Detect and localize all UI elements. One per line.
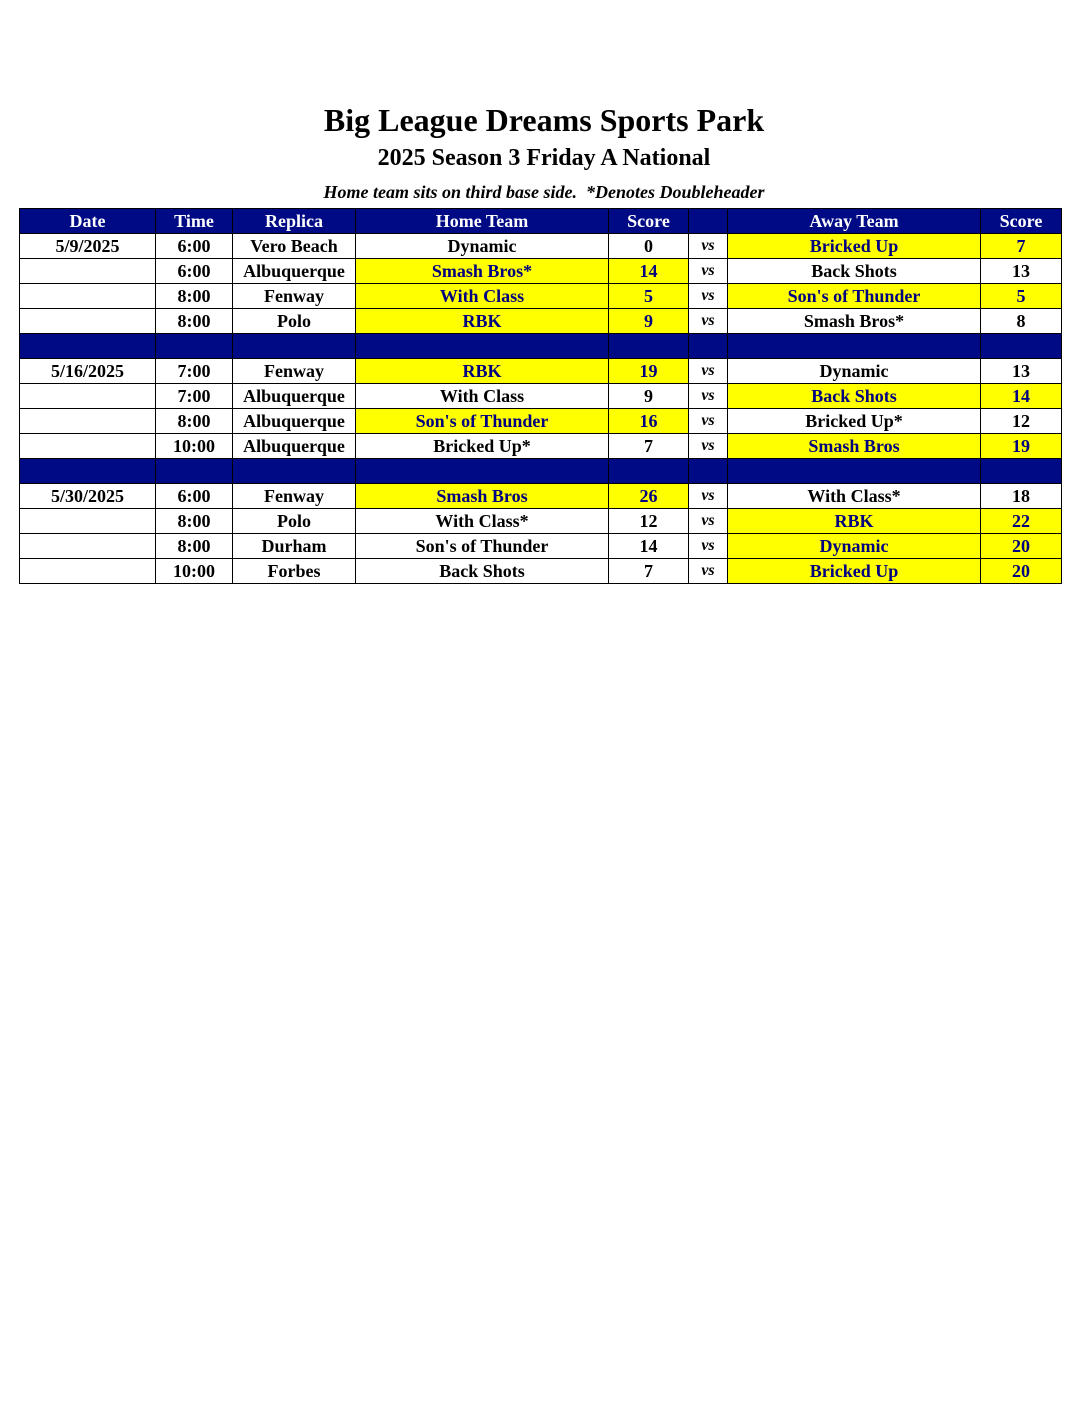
away-score-cell: 5 [981, 284, 1062, 309]
separator-cell [728, 334, 981, 359]
separator-cell [156, 334, 233, 359]
col-header-away-score: Score [981, 209, 1062, 234]
date-cell [20, 309, 156, 334]
table-row [20, 409, 1062, 434]
col-header-replica: Replica [233, 209, 356, 234]
date-cell [20, 434, 156, 459]
separator-cell [20, 334, 156, 359]
time-cell: 10:00 [156, 559, 233, 584]
col-header-date: Date [20, 209, 156, 234]
separator-cell [981, 459, 1062, 484]
date-cell [20, 409, 156, 434]
table-row [20, 559, 1062, 584]
home-team-cell: RBK [356, 359, 609, 384]
replica-cell: Fenway [233, 284, 356, 309]
vs-cell: vs [689, 559, 728, 584]
home-team-cell: Dynamic [356, 234, 609, 259]
col-header-vs [689, 209, 728, 234]
separator-cell [20, 459, 156, 484]
col-header-away-team: Away Team [728, 209, 981, 234]
away-team-cell: Smash Bros* [728, 309, 981, 334]
away-team-cell: RBK [728, 509, 981, 534]
schedule-note [0, 179, 1088, 205]
replica-cell: Fenway [233, 359, 356, 384]
away-score-cell: 14 [981, 384, 1062, 409]
time-cell: 8:00 [156, 509, 233, 534]
time-cell: 6:00 [156, 259, 233, 284]
home-score-cell: 19 [609, 359, 689, 384]
replica-cell: Albuquerque [233, 434, 356, 459]
vs-cell: vs [689, 434, 728, 459]
separator-cell [609, 459, 689, 484]
replica-cell: Polo [233, 509, 356, 534]
table-row [20, 534, 1062, 559]
away-team-cell: Dynamic [728, 534, 981, 559]
schedule-table [19, 208, 1062, 584]
vs-cell: vs [689, 359, 728, 384]
home-team-cell: With Class [356, 384, 609, 409]
separator-cell [689, 334, 728, 359]
away-team-cell: With Class* [728, 484, 981, 509]
table-row [20, 434, 1062, 459]
replica-cell: Albuquerque [233, 384, 356, 409]
schedule-body [20, 234, 1062, 584]
vs-cell: vs [689, 484, 728, 509]
home-score-cell: 9 [609, 309, 689, 334]
date-cell: 5/16/2025 [20, 359, 156, 384]
home-score-cell: 14 [609, 534, 689, 559]
vs-cell: vs [689, 234, 728, 259]
away-team-cell: Bricked Up [728, 234, 981, 259]
page-subtitle: 2025 Season 3 Friday A National [377, 145, 711, 171]
home-score-cell: 16 [609, 409, 689, 434]
time-cell: 6:00 [156, 234, 233, 259]
time-cell: 7:00 [156, 359, 233, 384]
date-cell [20, 284, 156, 309]
replica-cell: Albuquerque [233, 409, 356, 434]
page-title: Big League Dreams Sports Park [323, 102, 765, 138]
table-row [20, 509, 1062, 534]
away-team-cell: Back Shots [728, 259, 981, 284]
home-score-cell: 14 [609, 259, 689, 284]
vs-cell: vs [689, 509, 728, 534]
separator-cell [981, 334, 1062, 359]
replica-cell: Vero Beach [233, 234, 356, 259]
replica-cell: Albuquerque [233, 259, 356, 284]
home-score-cell: 7 [609, 559, 689, 584]
home-score-cell: 12 [609, 509, 689, 534]
home-team-cell: Smash Bros* [356, 259, 609, 284]
table-row [20, 259, 1062, 284]
away-team-cell: Bricked Up* [728, 409, 981, 434]
table-row [20, 309, 1062, 334]
time-cell: 8:00 [156, 409, 233, 434]
date-cell: 5/9/2025 [20, 234, 156, 259]
home-team-note: Home team sits on third base side. [323, 182, 577, 202]
table-header-row [20, 209, 1062, 234]
replica-cell: Durham [233, 534, 356, 559]
replica-cell: Fenway [233, 484, 356, 509]
away-score-cell: 7 [981, 234, 1062, 259]
separator-cell [356, 334, 609, 359]
week-separator-row [20, 459, 1062, 484]
home-team-cell: RBK [356, 309, 609, 334]
date-cell [20, 559, 156, 584]
home-score-cell: 5 [609, 284, 689, 309]
time-cell: 10:00 [156, 434, 233, 459]
away-score-cell: 13 [981, 359, 1062, 384]
away-team-cell: Smash Bros [728, 434, 981, 459]
away-team-cell: Back Shots [728, 384, 981, 409]
away-score-cell: 22 [981, 509, 1062, 534]
doubleheader-note: *Denotes Doubleheader [586, 182, 765, 202]
home-team-cell: Back Shots [356, 559, 609, 584]
separator-cell [356, 459, 609, 484]
col-header-home-team: Home Team [356, 209, 609, 234]
table-row [20, 484, 1062, 509]
table-row [20, 234, 1062, 259]
date-cell [20, 259, 156, 284]
time-cell: 8:00 [156, 309, 233, 334]
separator-cell [156, 459, 233, 484]
away-score-cell: 13 [981, 259, 1062, 284]
vs-cell: vs [689, 284, 728, 309]
table-row [20, 384, 1062, 409]
home-team-cell: With Class [356, 284, 609, 309]
vs-cell: vs [689, 534, 728, 559]
home-score-cell: 7 [609, 434, 689, 459]
vs-cell: vs [689, 409, 728, 434]
date-cell: 5/30/2025 [20, 484, 156, 509]
home-score-cell: 0 [609, 234, 689, 259]
week-separator-row [20, 334, 1062, 359]
away-team-cell: Bricked Up [728, 559, 981, 584]
away-team-cell: Son's of Thunder [728, 284, 981, 309]
table-row [20, 359, 1062, 384]
home-team-cell: Smash Bros [356, 484, 609, 509]
separator-cell [689, 459, 728, 484]
away-score-cell: 18 [981, 484, 1062, 509]
date-cell [20, 384, 156, 409]
vs-cell: vs [689, 309, 728, 334]
table-row [20, 284, 1062, 309]
away-score-cell: 12 [981, 409, 1062, 434]
home-score-cell: 9 [609, 384, 689, 409]
away-team-cell: Dynamic [728, 359, 981, 384]
col-header-home-score: Score [609, 209, 689, 234]
separator-cell [609, 334, 689, 359]
away-score-cell: 19 [981, 434, 1062, 459]
date-cell [20, 534, 156, 559]
home-score-cell: 26 [609, 484, 689, 509]
home-team-cell: With Class* [356, 509, 609, 534]
separator-cell [233, 334, 356, 359]
home-team-cell: Son's of Thunder [356, 534, 609, 559]
separator-cell [728, 459, 981, 484]
replica-cell: Forbes [233, 559, 356, 584]
away-score-cell: 20 [981, 534, 1062, 559]
away-score-cell: 20 [981, 559, 1062, 584]
away-score-cell: 8 [981, 309, 1062, 334]
separator-cell [233, 459, 356, 484]
vs-cell: vs [689, 259, 728, 284]
home-team-cell: Son's of Thunder [356, 409, 609, 434]
replica-cell: Polo [233, 309, 356, 334]
time-cell: 8:00 [156, 284, 233, 309]
home-team-cell: Bricked Up* [356, 434, 609, 459]
vs-cell: vs [689, 384, 728, 409]
time-cell: 6:00 [156, 484, 233, 509]
time-cell: 8:00 [156, 534, 233, 559]
col-header-time: Time [156, 209, 233, 234]
time-cell: 7:00 [156, 384, 233, 409]
date-cell [20, 509, 156, 534]
